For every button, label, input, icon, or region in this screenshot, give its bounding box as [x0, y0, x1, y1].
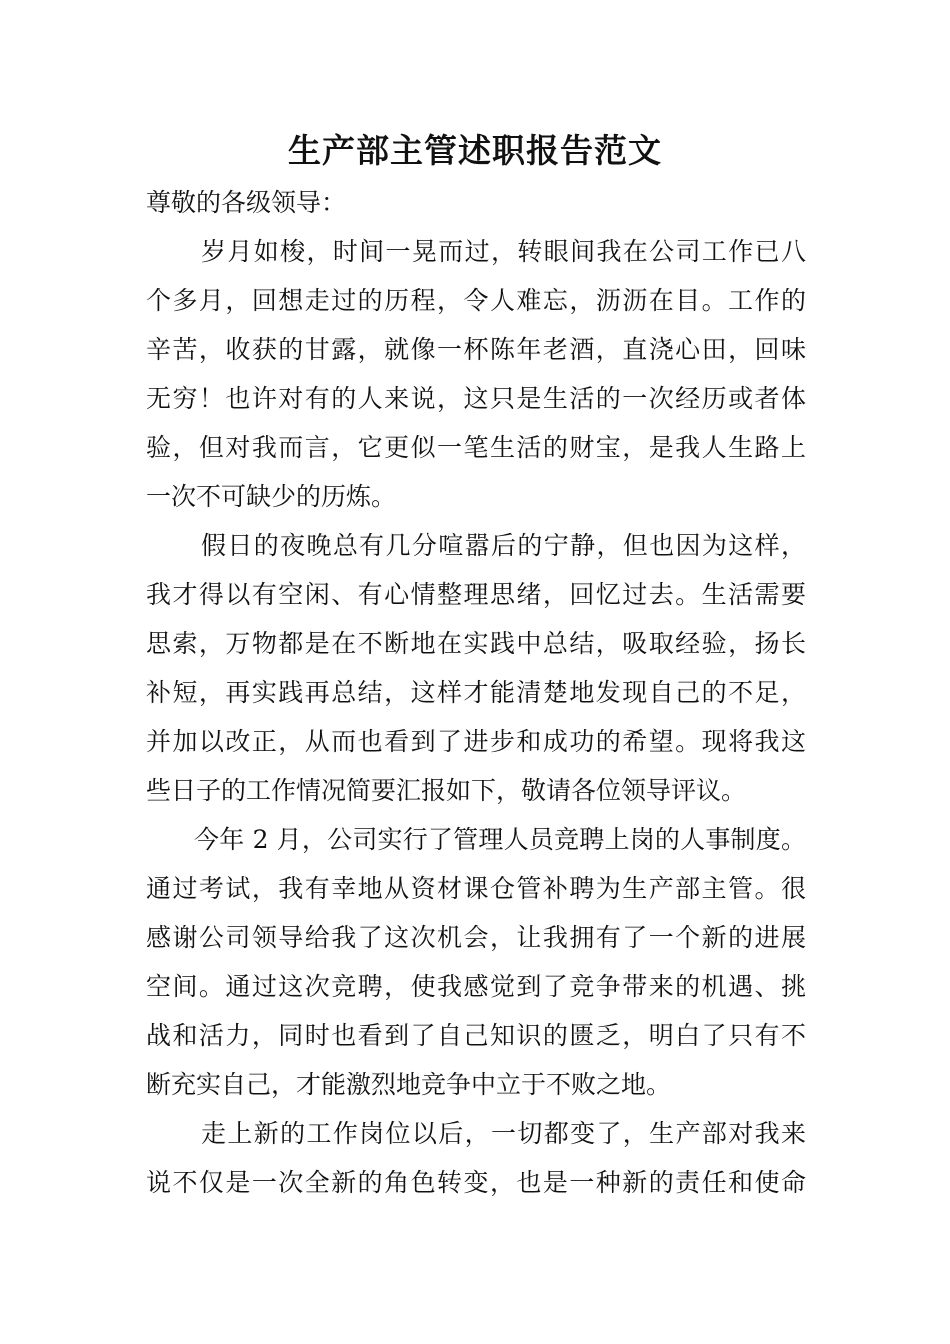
paragraph-2 — [146, 521, 806, 815]
salutation: 尊敬的各级领导： — [146, 188, 347, 217]
paragraph-1 — [146, 227, 806, 521]
paragraph-line: 假日的夜晚总有几分喧嚣后的宁静，但也因为这样， — [201, 531, 806, 560]
document-body — [146, 178, 806, 1207]
paragraph-line: 并加以改正，从而也看到了进步和成功的希望。现将我这 — [146, 727, 806, 756]
paragraph-line: 说不仅是一次全新的角色转变，也是一种新的责任和使命 — [146, 1168, 806, 1197]
paragraph-line: 通过考试，我有幸地从资材课仓管补聘为生产部主管。很 — [146, 874, 806, 903]
paragraph-line: 思索，万物都是在不断地在实践中总结，吸取经验，扬长 — [146, 629, 806, 658]
paragraph-line: 辛苦，收获的甘露，就像一杯陈年老酒，直浇心田，回味 — [146, 335, 806, 364]
paragraph-3 — [146, 815, 806, 1109]
paragraph-line: 空间。通过这次竞聘，使我感觉到了竞争带来的机遇、挑 — [146, 972, 806, 1001]
paragraph-4 — [146, 1109, 806, 1207]
paragraph-line: 我才得以有空闲、有心情整理思绪，回忆过去。生活需要 — [146, 580, 806, 609]
paragraph-line: 感谢公司领导给我了这次机会，让我拥有了一个新的进展 — [146, 923, 806, 952]
paragraph-line: 验，但对我而言，它更似一笔生活的财宝，是我人生路上 — [146, 433, 806, 462]
paragraph-line: 补短，再实践再总结，这样才能清楚地发现自己的不足， — [146, 678, 806, 707]
paragraph-line: 一次不可缺少的历炼。 — [146, 482, 397, 511]
paragraph-line: 个多月，回想走过的历程，令人难忘，沥沥在目。工作的 — [146, 286, 806, 315]
paragraph-line: 战和活力，同时也看到了自己知识的匮乏，明白了只有不 — [146, 1021, 806, 1050]
paragraph-line: 些日子的工作情况简要汇报如下，敬请各位领导评议。 — [146, 776, 747, 805]
document-title: 生产部主管述职报告范文 — [288, 131, 662, 170]
paragraph-line: 无穷！也许对有的人来说，这只是生活的一次经历或者体 — [146, 384, 806, 413]
paragraph-line: 今年 2 月，公司实行了管理人员竞聘上岗的人事制度。 — [194, 825, 806, 854]
paragraph-line: 岁月如梭，时间一晃而过，转眼间我在公司工作已八 — [201, 237, 806, 266]
paragraph-line: 走上新的工作岗位以后，一切都变了，生产部对我来 — [201, 1119, 806, 1148]
paragraph-line: 断充实自己，才能激烈地竞争中立于不败之地。 — [146, 1070, 672, 1099]
